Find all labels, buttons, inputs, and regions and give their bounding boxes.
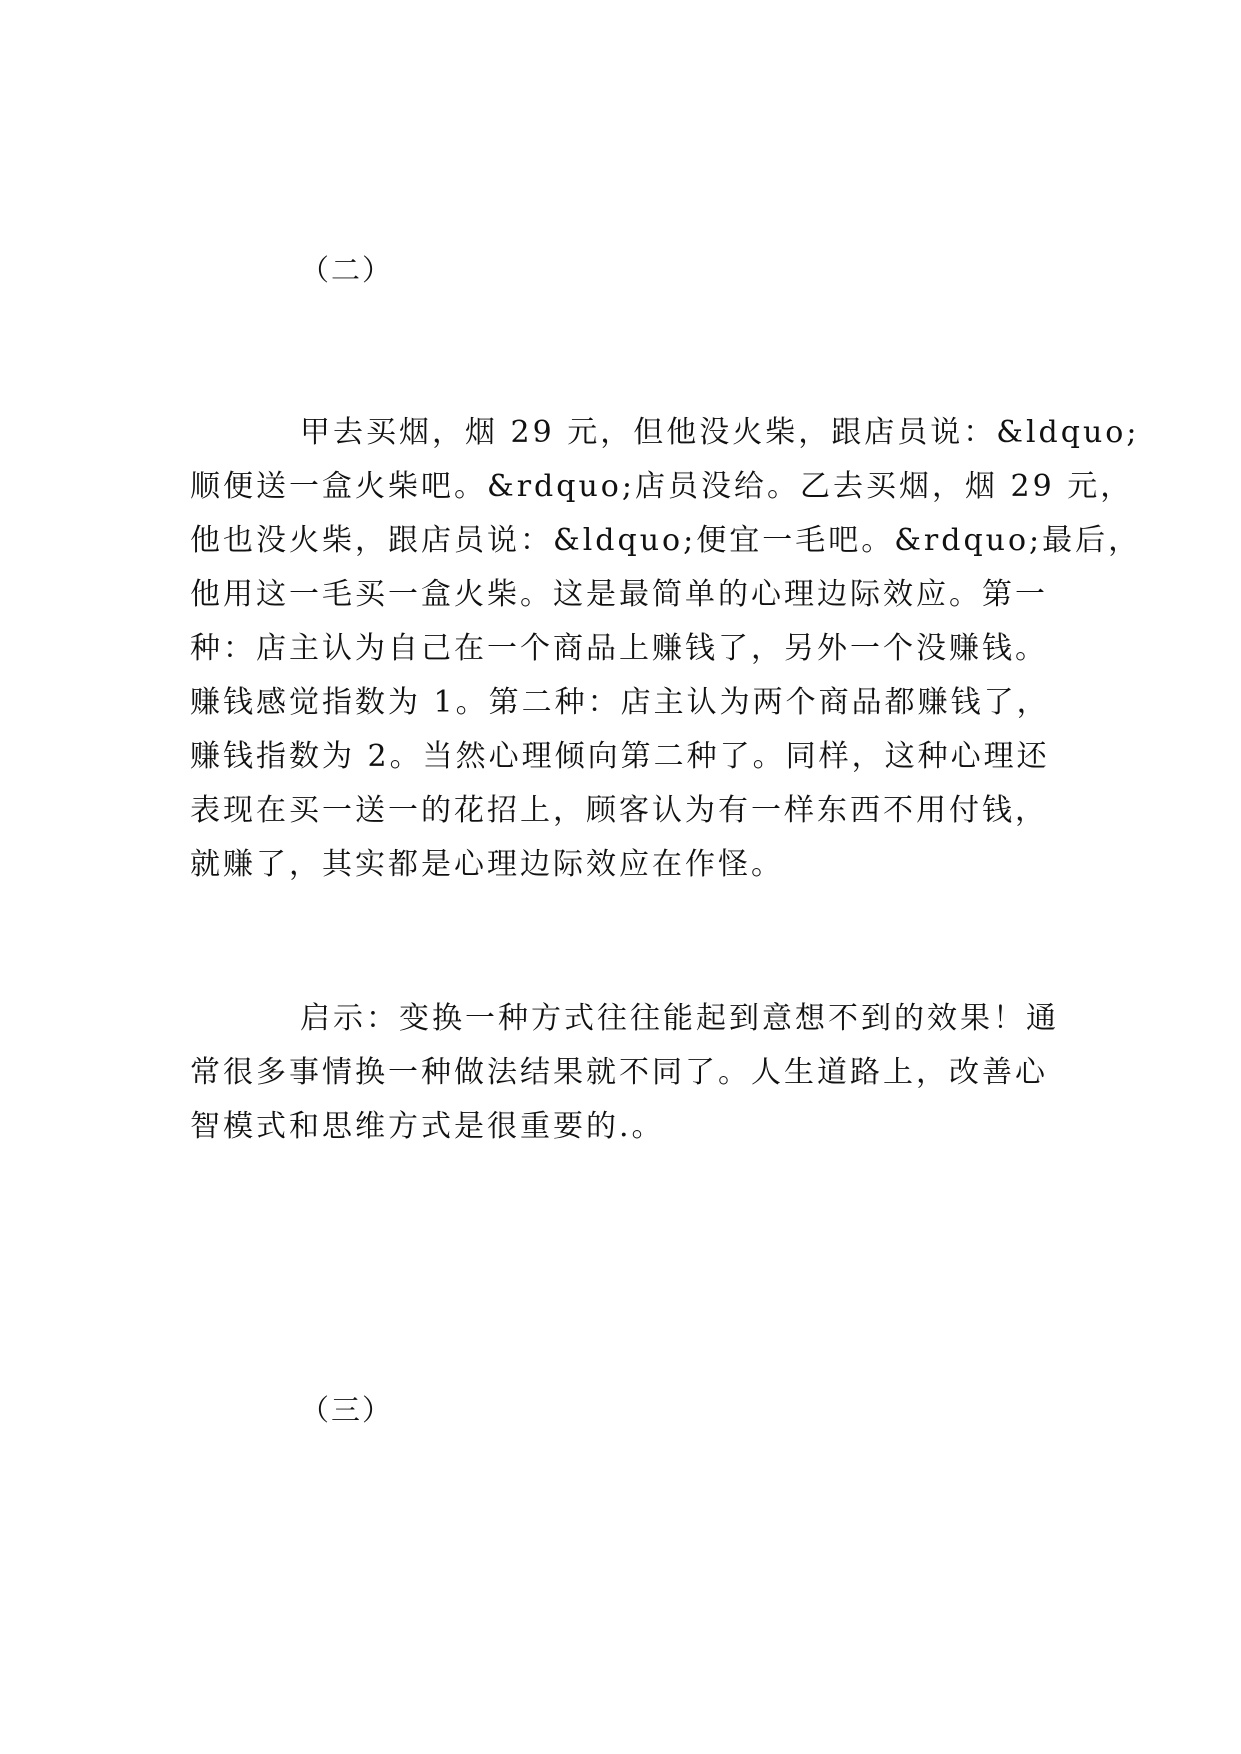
- paragraph-line: 就赚了，其实都是心理边际效应在作怪。: [190, 847, 784, 882]
- paragraph-line: 甲去买烟，烟 29 元，但他没火柴，跟店员说：&ldquo;: [300, 415, 1140, 450]
- paragraph-line: 顺便送一盒火柴吧。&rdquo;店员没给。乙去买烟，烟 29 元，: [190, 469, 1134, 504]
- paragraph-line: 赚钱指数为 2。当然心理倾向第二种了。同样，这种心理还: [190, 739, 1050, 774]
- paragraph-line: 智模式和思维方式是很重要的.。: [190, 1109, 665, 1144]
- section-heading-three: （三）: [300, 1393, 394, 1427]
- paragraph-line: 他也没火柴，跟店员说：&ldquo;便宜一毛吧。&rdquo;最后，: [190, 523, 1142, 558]
- paragraph-line: 赚钱感觉指数为 1。第二种：店主认为两个商品都赚钱了，: [190, 685, 1050, 720]
- paragraph-line: 表现在买一送一的花招上，顾客认为有一样东西不用付钱，: [190, 793, 1048, 828]
- section-heading-two: （二）: [300, 253, 394, 287]
- paragraph-two: [190, 992, 1070, 1154]
- paragraph-one: [190, 406, 1142, 892]
- paragraph-line: 常很多事情换一种做法结果就不同了。人生道路上，改善心: [190, 1055, 1048, 1090]
- paragraph-line: 种：店主认为自己在一个商品上赚钱了，另外一个没赚钱。: [190, 631, 1048, 666]
- paragraph-line: 他用这一毛买一盒火柴。这是最简单的心理边际效应。第一: [190, 577, 1048, 612]
- paragraph-line: 启示：变换一种方式往往能起到意想不到的效果！通: [300, 1001, 1059, 1036]
